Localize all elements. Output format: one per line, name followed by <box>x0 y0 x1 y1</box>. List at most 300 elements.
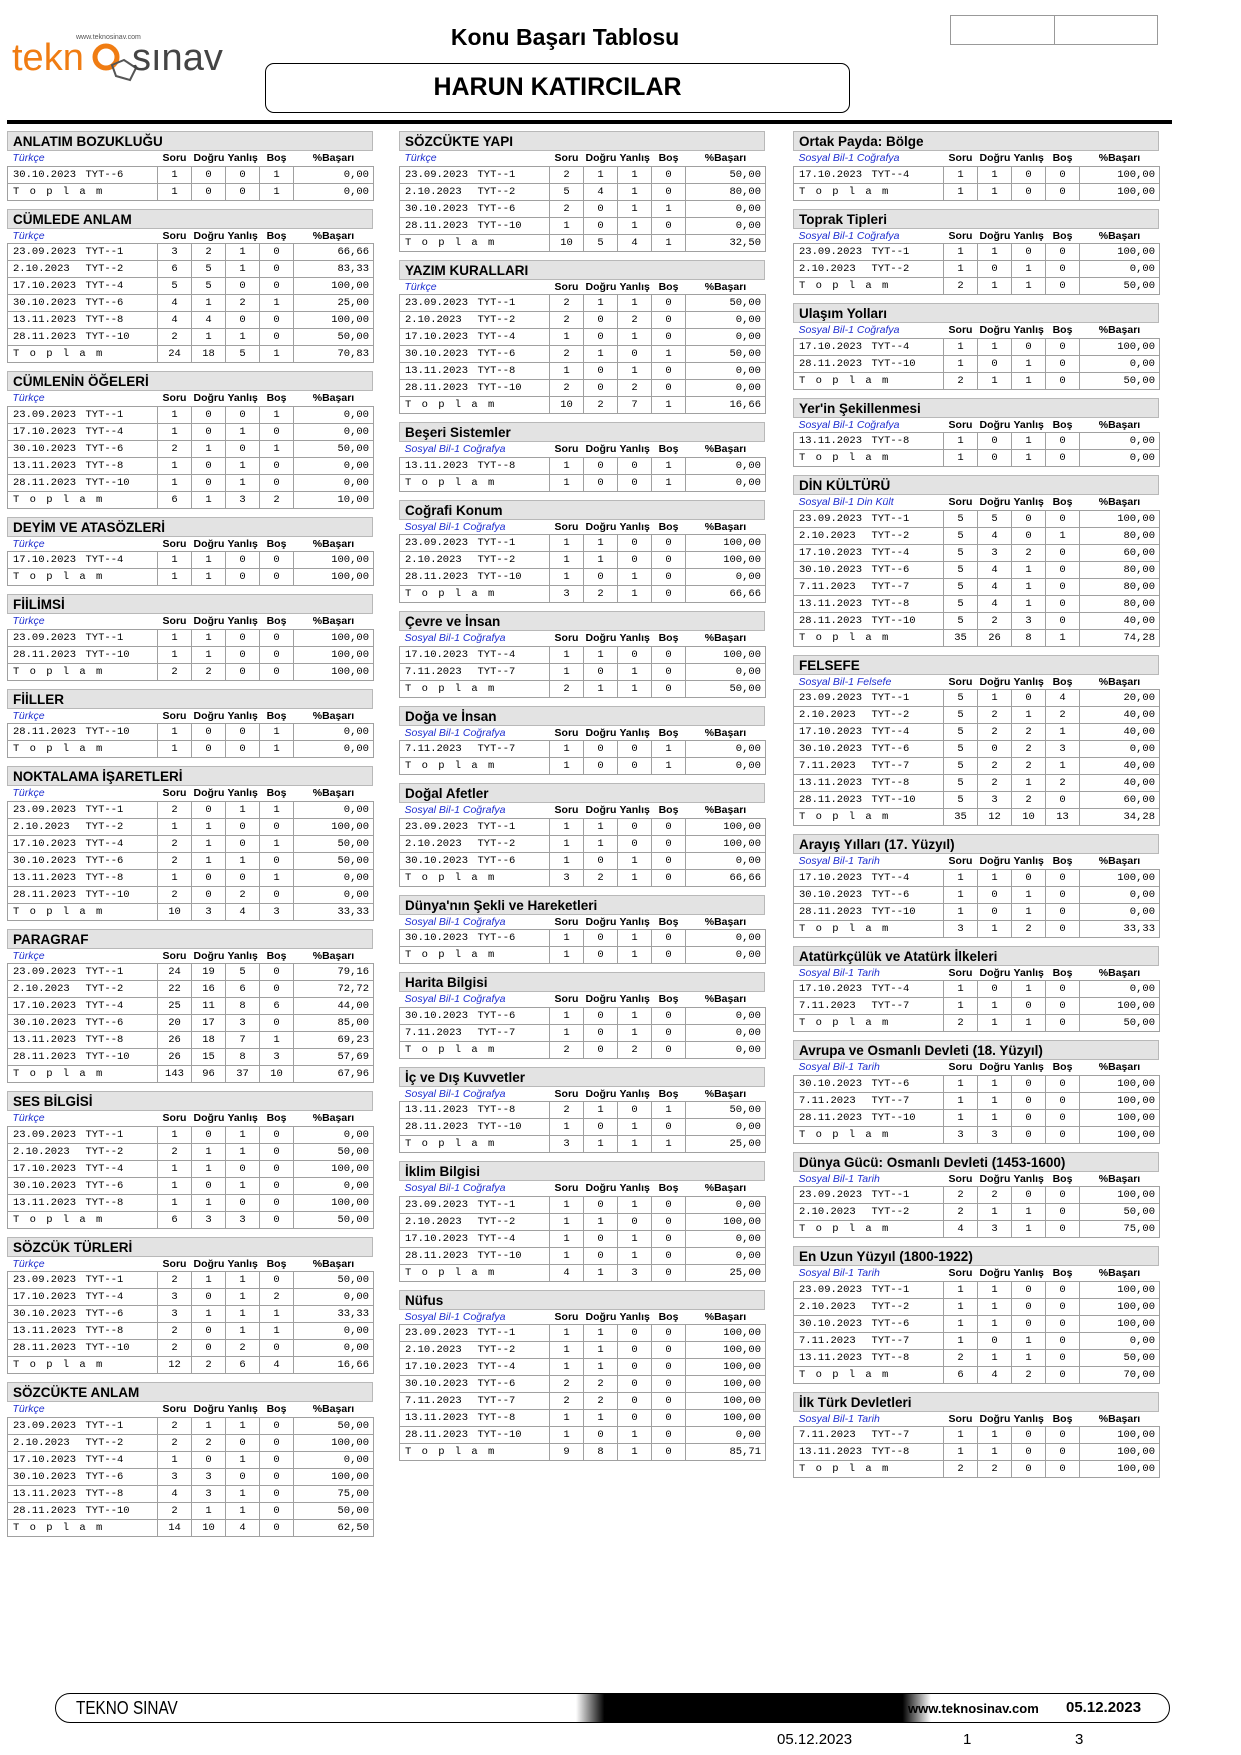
count-cell: 1 <box>618 852 652 869</box>
column-header: %Başarı <box>704 280 747 293</box>
subject-label: Sosyal Bil-1 Coğrafya <box>404 726 506 739</box>
total-count: 0 <box>1046 278 1080 295</box>
column-header: %Başarı <box>1098 1267 1141 1280</box>
count-cell: 1 <box>944 338 978 355</box>
exam-row <box>8 801 374 818</box>
column-header: %Başarı <box>704 632 747 645</box>
count-cell: 1 <box>1012 775 1046 792</box>
count-cell: 3 <box>226 1015 260 1032</box>
subject-label: Sosyal Bil-1 Tarih <box>798 1172 880 1185</box>
count-cell: 0 <box>1012 1281 1046 1298</box>
count-cell: 0 <box>226 1468 260 1485</box>
total-count: 1 <box>618 680 652 697</box>
count-cell: 1 <box>260 295 294 312</box>
column-header: Boş <box>658 993 679 1006</box>
exam-row <box>794 707 1160 724</box>
total-label: T o p l a m <box>8 1066 158 1083</box>
exam-name: TYT--10 <box>83 1502 158 1519</box>
count-cell: 24 <box>158 964 192 981</box>
count-cell: 0 <box>192 166 226 183</box>
exam-name: TYT--10 <box>869 612 944 629</box>
exam-name: TYT--4 <box>475 646 550 663</box>
count-cell: 0 <box>1012 166 1046 183</box>
count-cell: 1 <box>1012 981 1046 998</box>
count-cell: 0 <box>1012 1298 1046 1315</box>
topic-section <box>793 834 1159 938</box>
column-header: %Başarı <box>312 1257 355 1270</box>
exam-name: TYT--8 <box>83 1032 158 1049</box>
success-rate: 33,33 <box>294 1306 374 1323</box>
exam-date: 7.11.2023 <box>794 1427 869 1444</box>
column-header: Doğru <box>585 632 617 645</box>
table-header-row <box>8 1257 374 1272</box>
count-cell: 0 <box>978 886 1012 903</box>
exam-date: 30.10.2023 <box>794 1315 869 1332</box>
topic-title: Çevre ve İnsan <box>399 611 765 631</box>
count-cell: 0 <box>652 646 686 663</box>
success-rate: 100,00 <box>686 535 766 552</box>
total-label: T o p l a m <box>400 397 550 414</box>
exam-date: 23.09.2023 <box>8 1272 83 1289</box>
subject-label: Türkçe <box>12 949 45 962</box>
topic-table <box>399 631 766 698</box>
success-rate: 40,00 <box>1080 707 1160 724</box>
exam-row <box>400 552 766 569</box>
topic-table <box>793 229 1160 296</box>
success-rate: 44,00 <box>294 998 374 1015</box>
exam-date: 13.11.2023 <box>400 1410 475 1427</box>
success-rate: 50,00 <box>294 329 374 346</box>
count-cell: 1 <box>978 1315 1012 1332</box>
total-label: T o p l a m <box>8 183 158 200</box>
total-count: 0 <box>192 183 226 200</box>
table-header-row <box>794 1412 1160 1427</box>
column-header: %Başarı <box>1098 229 1141 242</box>
column-header: Yanlış <box>1013 324 1044 337</box>
count-cell: 0 <box>978 1332 1012 1349</box>
count-cell: 0 <box>226 406 260 423</box>
exam-name: TYT--1 <box>475 1196 550 1213</box>
topic-title: Doğa ve İnsan <box>399 706 765 726</box>
exam-date: 2.10.2023 <box>8 261 83 278</box>
count-cell: 1 <box>158 1177 192 1194</box>
total-count: 0 <box>1046 1015 1080 1032</box>
total-count: 3 <box>550 869 584 886</box>
exam-date: 28.11.2023 <box>794 1109 869 1126</box>
footer-url[interactable]: www.teknosinav.com <box>908 1701 1039 1716</box>
total-count: 0 <box>652 680 686 697</box>
count-cell: 1 <box>226 1177 260 1194</box>
count-cell: 4 <box>158 295 192 312</box>
subject-label: Türkçe <box>404 280 437 293</box>
count-cell: 0 <box>618 1325 652 1342</box>
success-rate: 0,00 <box>686 569 766 586</box>
count-cell: 4 <box>192 312 226 329</box>
total-count: 0 <box>260 1519 294 1536</box>
count-cell: 0 <box>618 835 652 852</box>
total-count: 35 <box>944 629 978 646</box>
exam-name: TYT--1 <box>475 818 550 835</box>
success-rate: 50,00 <box>686 295 766 312</box>
total-row <box>8 1211 374 1228</box>
column-header: Soru <box>162 537 187 550</box>
count-cell: 0 <box>652 217 686 234</box>
count-cell: 3 <box>192 1485 226 1502</box>
count-cell: 2 <box>158 1340 192 1357</box>
topic-table <box>793 675 1160 827</box>
total-row <box>794 1015 1160 1032</box>
total-row <box>8 903 374 920</box>
count-cell: 2 <box>158 852 192 869</box>
column-header: Yanlış <box>619 632 650 645</box>
topic-table <box>399 803 766 887</box>
exam-name: TYT--10 <box>83 646 158 663</box>
exam-date: 17.10.2023 <box>794 869 869 886</box>
success-rate: 50,00 <box>686 1102 766 1119</box>
total-count: 1 <box>158 741 192 758</box>
topic-title: FİİLİMSİ <box>7 594 373 614</box>
column-header: Yanlış <box>1013 418 1044 431</box>
count-cell: 0 <box>260 1485 294 1502</box>
topic-table <box>793 323 1160 390</box>
exam-date: 2.10.2023 <box>794 527 869 544</box>
total-row <box>8 183 374 200</box>
success-rate: 80,00 <box>686 183 766 200</box>
exam-date: 13.11.2023 <box>8 312 83 329</box>
count-cell: 1 <box>944 433 978 450</box>
exam-row <box>400 1007 766 1024</box>
count-cell: 1 <box>226 244 260 261</box>
success-rate: 0,00 <box>686 852 766 869</box>
count-cell: 5 <box>944 758 978 775</box>
count-cell: 2 <box>978 775 1012 792</box>
exam-date: 17.10.2023 <box>8 1451 83 1468</box>
exam-row <box>794 433 1160 450</box>
table-header-row <box>400 1181 766 1196</box>
count-cell: 0 <box>618 741 652 758</box>
success-rate: 50,00 <box>294 835 374 852</box>
column-header: %Başarı <box>312 229 355 242</box>
exam-date: 7.11.2023 <box>400 1393 475 1410</box>
exam-row <box>400 1393 766 1410</box>
exam-name: TYT--4 <box>869 166 944 183</box>
topic-title: Dünya Gücü: Osmanlı Devleti (1453-1600) <box>793 1152 1159 1172</box>
success-rate: 100,00 <box>1080 1187 1160 1204</box>
subject-label: Sosyal Bil-1 Coğrafya <box>404 993 506 1006</box>
count-cell: 0 <box>652 535 686 552</box>
count-cell: 0 <box>260 278 294 295</box>
exam-row <box>400 646 766 663</box>
exam-row <box>794 1444 1160 1461</box>
count-cell: 1 <box>158 423 192 440</box>
count-cell: 0 <box>1046 166 1080 183</box>
table-header-row <box>8 1111 374 1126</box>
count-cell: 3 <box>978 544 1012 561</box>
total-count: 0 <box>192 741 226 758</box>
success-rate: 79,16 <box>294 964 374 981</box>
exam-name: TYT--4 <box>83 1451 158 1468</box>
count-cell: 1 <box>618 930 652 947</box>
exam-name: TYT--10 <box>869 792 944 809</box>
exam-row <box>794 544 1160 561</box>
topic-section <box>793 1040 1159 1144</box>
count-cell: 1 <box>550 217 584 234</box>
count-cell: 1 <box>550 1024 584 1041</box>
count-cell: 0 <box>226 1160 260 1177</box>
total-count: 1 <box>652 1136 686 1153</box>
count-cell: 2 <box>1012 544 1046 561</box>
exam-name: TYT--1 <box>83 1126 158 1143</box>
topic-title: SÖZCÜK TÜRLERİ <box>7 1237 373 1257</box>
count-cell: 5 <box>944 527 978 544</box>
exam-date: 30.10.2023 <box>400 1007 475 1024</box>
exam-row <box>400 457 766 474</box>
exam-name: TYT--4 <box>83 423 158 440</box>
exam-row <box>8 552 374 569</box>
total-count: 18 <box>192 346 226 363</box>
teknosinav-logo <box>12 30 262 90</box>
exam-row <box>8 998 374 1015</box>
exam-row <box>794 1332 1160 1349</box>
column-header: %Başarı <box>1098 418 1141 431</box>
success-rate: 100,00 <box>686 1325 766 1342</box>
count-cell: 0 <box>226 724 260 741</box>
total-count: 1 <box>192 569 226 586</box>
column-header: Soru <box>948 324 973 337</box>
exam-date: 17.10.2023 <box>794 981 869 998</box>
topic-table <box>399 520 766 604</box>
exam-name: TYT--2 <box>475 835 550 852</box>
total-count: 2 <box>584 869 618 886</box>
count-cell: 0 <box>618 1359 652 1376</box>
count-cell: 0 <box>260 1160 294 1177</box>
count-cell: 0 <box>652 1247 686 1264</box>
subject-label: Sosyal Bil-1 Coğrafya <box>404 915 506 928</box>
total-label: T o p l a m <box>794 1126 944 1143</box>
exam-row <box>794 1187 1160 1204</box>
exam-row <box>794 1109 1160 1126</box>
count-cell: 0 <box>652 295 686 312</box>
column-header: Soru <box>948 152 973 165</box>
total-rate: 66,66 <box>686 586 766 603</box>
column-header: Yanlış <box>619 1087 650 1100</box>
count-cell: 0 <box>584 663 618 680</box>
success-rate: 25,00 <box>294 295 374 312</box>
count-cell: 0 <box>652 1213 686 1230</box>
column-header: Boş <box>658 520 679 533</box>
count-cell: 0 <box>1046 1332 1080 1349</box>
header-divider <box>7 120 1172 124</box>
exam-date: 13.11.2023 <box>400 1102 475 1119</box>
topic-section <box>7 209 373 364</box>
count-cell: 1 <box>1046 758 1080 775</box>
topic-section <box>793 475 1159 647</box>
exam-date: 17.10.2023 <box>400 1230 475 1247</box>
subject-label: Sosyal Bil-1 Tarih <box>798 1267 880 1280</box>
count-cell: 1 <box>978 166 1012 183</box>
total-count: 10 <box>550 234 584 251</box>
count-cell: 0 <box>652 1230 686 1247</box>
count-cell: 1 <box>584 646 618 663</box>
column-header: Soru <box>948 966 973 979</box>
count-cell: 1 <box>944 1444 978 1461</box>
exam-name: TYT--2 <box>83 981 158 998</box>
column-header: Doğru <box>193 152 225 165</box>
count-cell: 15 <box>192 1049 226 1066</box>
success-rate: 100,00 <box>686 1410 766 1427</box>
count-cell: 1 <box>550 569 584 586</box>
count-cell: 26 <box>158 1049 192 1066</box>
column-header: Yanlış <box>227 1257 258 1270</box>
total-count: 1 <box>1046 629 1080 646</box>
total-count: 0 <box>618 474 652 491</box>
exam-name: TYT--1 <box>869 1187 944 1204</box>
count-cell: 5 <box>944 724 978 741</box>
topic-title: YAZIM KURALLARI <box>399 260 765 280</box>
topic-section <box>7 689 373 759</box>
exam-date: 28.11.2023 <box>400 1247 475 1264</box>
count-cell: 1 <box>618 183 652 200</box>
exam-name: TYT--8 <box>869 433 944 450</box>
topic-section <box>399 1067 765 1154</box>
total-count: 4 <box>618 234 652 251</box>
count-cell: 0 <box>192 869 226 886</box>
count-cell: 1 <box>550 818 584 835</box>
count-cell: 4 <box>584 183 618 200</box>
exam-name: TYT--8 <box>475 1102 550 1119</box>
exam-row <box>794 1075 1160 1092</box>
total-count: 3 <box>550 1136 584 1153</box>
exam-row <box>8 1049 374 1066</box>
success-rate: 100,00 <box>294 1434 374 1451</box>
exam-date: 30.10.2023 <box>8 166 83 183</box>
exam-date: 23.09.2023 <box>400 535 475 552</box>
count-cell: 0 <box>584 363 618 380</box>
exam-row <box>8 1272 374 1289</box>
exam-date: 23.09.2023 <box>794 1187 869 1204</box>
column-header: Soru <box>554 804 579 817</box>
column-header: Boş <box>1052 324 1073 337</box>
exam-row <box>8 835 374 852</box>
table-header-row <box>794 1172 1160 1187</box>
exam-row <box>8 1177 374 1194</box>
success-rate: 100,00 <box>294 552 374 569</box>
topic-title: İç ve Dış Kuvvetler <box>399 1067 765 1087</box>
count-cell: 1 <box>226 1272 260 1289</box>
exam-name: TYT--2 <box>869 261 944 278</box>
column-header: %Başarı <box>312 949 355 962</box>
count-cell: 0 <box>1046 510 1080 527</box>
total-count: 0 <box>260 1211 294 1228</box>
success-rate: 40,00 <box>1080 758 1160 775</box>
count-cell: 0 <box>226 552 260 569</box>
count-cell: 4 <box>1046 690 1080 707</box>
count-cell: 2 <box>618 312 652 329</box>
success-rate: 80,00 <box>1080 527 1160 544</box>
total-rate: 0,00 <box>686 1041 766 1058</box>
column-header: Boş <box>1052 1061 1073 1074</box>
column-header: %Başarı <box>312 537 355 550</box>
info-box <box>950 15 1158 45</box>
exam-date: 2.10.2023 <box>400 1342 475 1359</box>
column-header: Soru <box>162 152 187 165</box>
topic-title: CÜMLENİN ÖĞELERİ <box>7 371 373 391</box>
exam-row <box>8 440 374 457</box>
topic-title: Doğal Afetler <box>399 783 765 803</box>
topic-title: İklim Bilgisi <box>399 1161 765 1181</box>
success-rate: 0,00 <box>294 166 374 183</box>
column-header: Doğru <box>979 1412 1011 1425</box>
count-cell: 1 <box>584 535 618 552</box>
count-cell: 1 <box>978 244 1012 261</box>
exam-name: TYT--6 <box>83 1306 158 1323</box>
count-cell: 1 <box>158 1194 192 1211</box>
count-cell: 1 <box>584 1102 618 1119</box>
page-number: 1 <box>963 1731 972 1748</box>
count-cell: 1 <box>158 474 192 491</box>
count-cell: 1 <box>584 835 618 852</box>
exam-name: TYT--6 <box>869 741 944 758</box>
total-count: 3 <box>618 1264 652 1281</box>
count-cell: 0 <box>226 646 260 663</box>
exam-name: TYT--6 <box>475 200 550 217</box>
count-cell: 0 <box>584 1427 618 1444</box>
exam-name: TYT--6 <box>83 1468 158 1485</box>
total-count: 0 <box>1012 183 1046 200</box>
count-cell: 2 <box>584 1376 618 1393</box>
total-row <box>400 397 766 414</box>
exam-row <box>8 474 374 491</box>
exam-row <box>400 852 766 869</box>
count-cell: 0 <box>1046 1427 1080 1444</box>
subject-label: Türkçe <box>12 229 45 242</box>
total-count: 0 <box>1046 372 1080 389</box>
column-header: Boş <box>1052 675 1073 688</box>
topic-title: Avrupa ve Osmanlı Devleti (18. Yüzyıl) <box>793 1040 1159 1060</box>
column-header: Boş <box>266 709 287 722</box>
success-rate: 100,00 <box>294 818 374 835</box>
total-count: 0 <box>226 741 260 758</box>
count-cell: 0 <box>652 183 686 200</box>
count-cell: 0 <box>652 1393 686 1410</box>
topic-section <box>399 131 765 252</box>
count-cell: 0 <box>652 380 686 397</box>
column-header: Doğru <box>193 615 225 628</box>
table-header-row <box>400 915 766 930</box>
count-cell: 0 <box>652 1359 686 1376</box>
count-cell: 0 <box>584 380 618 397</box>
count-cell: 1 <box>944 261 978 278</box>
count-cell: 0 <box>618 1393 652 1410</box>
column-header: Doğru <box>193 392 225 405</box>
topic-title: Beşeri Sistemler <box>399 422 765 442</box>
table-header-row <box>400 520 766 535</box>
exam-name: TYT--8 <box>83 312 158 329</box>
exam-date: 30.10.2023 <box>8 1306 83 1323</box>
column-header: %Başarı <box>1098 496 1141 509</box>
topic-table <box>793 418 1160 468</box>
column-header: Soru <box>162 392 187 405</box>
total-count: 2 <box>550 680 584 697</box>
count-cell: 1 <box>1012 433 1046 450</box>
count-cell: 0 <box>1046 261 1080 278</box>
exam-name: TYT--1 <box>83 964 158 981</box>
exam-date: 17.10.2023 <box>794 544 869 561</box>
topic-title: FİİLLER <box>7 689 373 709</box>
count-cell: 2 <box>158 329 192 346</box>
total-count: 0 <box>260 663 294 680</box>
total-count: 1 <box>652 397 686 414</box>
